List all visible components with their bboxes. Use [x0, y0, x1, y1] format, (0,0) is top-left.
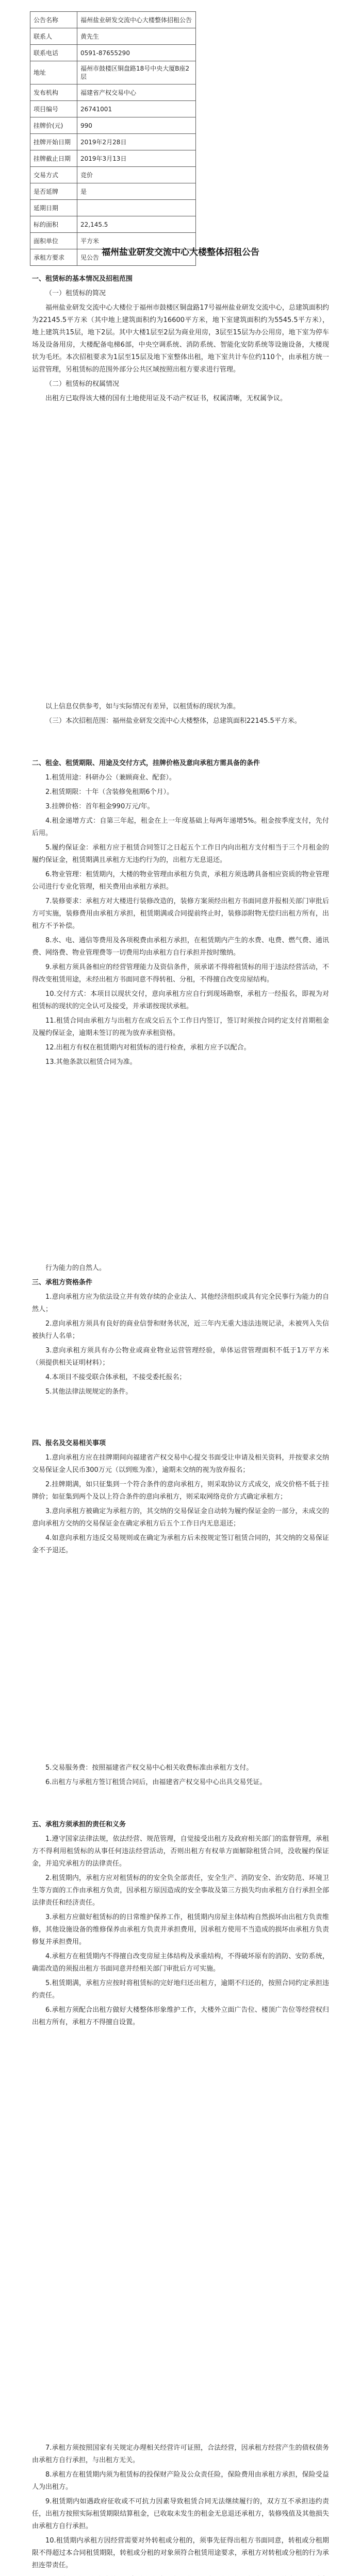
info-label: 交易方式 — [30, 167, 77, 183]
paragraph: （一）租赁标的简况 — [45, 290, 106, 297]
paragraph: （三）本次招租范围：福州盐业研发交流中心大楼整体，总建筑面积22145.5平方米。 — [45, 717, 301, 725]
info-value: 2019年3月13日 — [77, 150, 196, 167]
text-block — [32, 1262, 329, 1400]
paragraph: 6.承租方须配合出租方做好大楼整体形象维护工作，大楼外立面广告位、楼顶广告位等经营权归出租方所有，承租方不得擅自设置。 — [32, 2006, 329, 2026]
info-value: 26741001 — [77, 101, 196, 117]
paragraph: 4.承租方在租赁期内不得擅自改变房屋主体结构及承重结构，不得破坏原有的消防、安防系统，确需改造的须报出租方书面同意并经相关部门审批后方可实施。 — [32, 1953, 329, 1973]
paragraph: 7.承租方须按照国家有关规定办理相关经营许可证照，合法经营，因承租方经营产生的债权债务由承租方自行承担，与出租方无关。 — [32, 2444, 329, 2464]
paragraph: 6.出租方与承租方签订租赁合同后，由福建省产权交易中心出具交易凭证。 — [45, 1778, 267, 1786]
paragraph: 11.租赁合同由承租方与出租方在成交后五个工作日内签订，签订时须按合同约定支付首期租金及履约保证金，逾期未签订的视为放弃承租资格。 — [32, 1017, 329, 1037]
paragraph: 1.遵守国家法律法规，依法经营、规范管理，自觉接受出租方及政府相关部门的监督管理，承租方不得利用租赁标的从事任何违法经营活动，否则出租方有权单方面解除租赁合同，没收履约保证金，并追究承租方的法律责任。 — [32, 1835, 329, 1868]
info-value: 福州盐业研发交流中心大楼整体招租公告 — [77, 12, 196, 28]
paragraph: 3.挂牌价格：首年租金990万元/年。 — [45, 803, 154, 810]
paragraph: 4.租金递增方式：自第三年起，租金在上一年度基础上每两年递增5%。租金按季度支付，先付后用。 — [32, 817, 329, 837]
info-label: 延期日期 — [30, 200, 77, 216]
section-heading: 一、租赁标的基本情况及招租范围 — [32, 275, 133, 283]
info-row — [30, 61, 196, 84]
paragraph: 7.装修要求：承租方对大楼进行装修改造的，装修方案须经出租方书面同意并报相关部门审批后方可实施，装修费用由承租方承担，租赁期满或合同提前终止时，装修添附物无偿归出租方所有，出租方不予补偿。 — [32, 897, 329, 930]
project-info-table — [30, 11, 196, 266]
text-block — [32, 1762, 329, 1791]
paragraph: 8.承租方在租赁期内须为租赁标的投保财产险及公众责任险，保险费用由承租方承担，保险受益人为出租方。 — [32, 2471, 329, 2491]
info-label: 面积单位 — [30, 233, 77, 249]
info-label: 是否延牌 — [30, 183, 77, 200]
info-label: 联系人 — [30, 28, 77, 45]
paragraph: 5.租赁期满，承租方应按时将租赁标的完好地归还出租方，逾期不归还的，按照合同约定承担违约责任。 — [32, 1979, 329, 1999]
paragraph: 2.租赁期限：十年（含装修免租期6个月）。 — [45, 788, 174, 796]
info-value: 990 — [77, 117, 196, 134]
info-row — [30, 134, 196, 150]
paragraph: 福州盐业研发交流中心大楼位于福州市鼓楼区铜盘路17号福州盐业研发交流中心，总建筑面积约为22145.5平方米（其中地上建筑面积约为16600平方米，地下室建筑面积约为5545.5平方米），地上建筑共15层，地下2层。其中大楼1层至2层为商业用房，3层至15层为办公用房，地下室为停车场及设备用房，大楼配备电梯6部，中央空调系统、消防系统、智能化安防系统等设施设备，大楼现状为毛坯。本次招租要求为1层至15层及地下室整体出租，地下室共计车位约110个，由承租方统一运营管理，另租赁标的范围外部分公共区域按照出租方要求进行管理。 — [32, 304, 329, 374]
paragraph — [32, 2574, 329, 2576]
info-value: 见公告 — [77, 249, 196, 266]
paragraph: 3.意向承租方须具有办公物业或商业物业运营管理经验，单体运营管理面积不低于1万平方米（须提供相关证明材料）； — [32, 1347, 329, 1367]
paragraph: 9.承租方须具备相应的经营管理能力及资信条件，须承诺不得将租赁标的用于违法经营活动，不得改变租赁用途，未经出租方书面同意不得转租、分租，不得擅自改变房屋结构。 — [32, 963, 329, 984]
info-value: 黄先生 — [77, 28, 196, 45]
paragraph: 12.出租方有权在租赁期内对租赁标的进行检查，承租方应予以配合。 — [45, 1044, 251, 1052]
paragraph: 5.其他法律法规规定的条件。 — [45, 1388, 133, 1396]
info-value: 竞价 — [77, 167, 196, 183]
text-block — [32, 273, 329, 407]
announcement-title: 福州盐业研发交流中心大楼整体招租公告 — [102, 247, 259, 258]
paragraph: 13.其他条款以租赁合同为准。 — [45, 1058, 137, 1066]
paragraph: 10.租赁期内承租方因经营需要对外转租或分租的，须事先征得出租方书面同意，转租或分租期限不得超过本合同租赁期限，转租或分租的对象须符合租赁用途要求，承租方对转租或分租的行为承担连带责任。 — [32, 2537, 329, 2569]
paragraph: 2.租赁期内，承租方应对租赁标的的安全负全部责任，安全生产、消防安全、治安防范、环境卫生等方面的工作由承租方负责，因承租方原因造成的安全事故及第三方损失均由承租方自行承担全部法律责任和经济责任。 — [32, 1874, 329, 1907]
paragraph: 以上信息仅供参考，如与实际情况有差异，以租赁标的现状为准。 — [45, 703, 240, 710]
paragraph: （二）租赁标的权属情况 — [45, 380, 120, 388]
info-label: 地址 — [30, 61, 77, 84]
info-label: 挂牌截止日期 — [30, 150, 77, 167]
paragraph: 3.承租方应做好租赁标的的日常维护保养工作，租赁期内房屋主体结构自然损坏由出租方负责维修，其他设施设备的维修保养由承租方负责并承担费用，因承租方使用不当造成的损坏由承租方负责修复并承担费用。 — [32, 1913, 329, 1946]
text-block — [32, 1819, 329, 2031]
info-row — [30, 12, 196, 28]
paragraph: 8.水、电、通信等费用及各项税费由承租方承担，在租赁期内产生的水费、电费、燃气费、通讯费、网络费、物业管理费等一切费用均由承租方自行承担并按时缴纳。 — [32, 937, 329, 957]
paragraph: 6.物业管理：租赁期内，大楼的物业管理由承租方负责，承租方须选聘具备相应资质的物业管理公司进行专业化管理，相关费用由承租方承担。 — [32, 871, 329, 891]
section-heading: 二、租金、租赁期限、用途及交付方式，挂牌价格及意向承租方需具备的条件 — [32, 759, 260, 767]
info-value: 22,145.5 — [77, 216, 196, 233]
info-row — [30, 101, 196, 117]
info-label: 挂牌开始日期 — [30, 134, 77, 150]
info-row — [30, 167, 196, 183]
paragraph: 4.本项目不接受联合体承租，不接受委托报名； — [45, 1374, 186, 1381]
section-heading: 三、承租方资格条件 — [32, 1279, 93, 1286]
info-value: 福建省产权交易中心 — [77, 84, 196, 101]
info-value: 平方米 — [77, 233, 196, 249]
info-label: 标的面积 — [30, 216, 77, 233]
section-heading: 四、报名及交易相关事项 — [32, 1439, 106, 1447]
info-label: 联系电话 — [30, 45, 77, 61]
paragraph: 4.如意向承租方违反交易规则或在确定为承租方后未按规定签订租赁合同的，其交纳的交易保证金不予退还。 — [32, 1534, 329, 1554]
text-block — [32, 1437, 329, 1559]
info-row — [30, 216, 196, 233]
info-label: 挂牌价(元) — [30, 117, 77, 134]
paragraph: 行为能力的自然人。 — [45, 1264, 106, 1272]
paragraph: 1.意向承租方应在挂牌期间向福建省产权交易中心提交书面受让申请及相关资料，并按要求交纳交易保证金人民币300万元（以到账为准），逾期未交纳的视为放弃报名； — [32, 1454, 329, 1474]
text-block — [32, 701, 329, 730]
paragraph: 2.挂牌期满，如只征集到一个符合条件的意向承租方，则采取协议方式成交，成交价格不低于挂牌价；如征集到两个及以上符合条件的意向承租方，则采取网络竞价方式确定承租方； — [32, 1481, 329, 1501]
info-row — [30, 150, 196, 167]
info-label: 项目编号 — [30, 101, 77, 117]
info-row — [30, 84, 196, 101]
paragraph: 1.租赁用途：科研办公（兼顾商业、配套）。 — [45, 774, 176, 782]
text-block — [32, 2442, 329, 2576]
info-row — [30, 117, 196, 134]
info-row — [30, 28, 196, 45]
info-label: 公告名称 — [30, 12, 77, 28]
info-value: 2019年2月28日 — [77, 134, 196, 150]
paragraph: 9.租赁期内如遇政府征收或不可抗力因素导致租赁合同无法继续履行的，双方互不承担违约责任，出租方按照实际租赁期限结算租金，已收取未发生的租金无息退还承租方，装修残值及其他损失由承租方自行承担。 — [32, 2498, 329, 2530]
text-block — [32, 757, 329, 1071]
info-value: 是 — [77, 183, 196, 200]
paragraph: 2.意向承租方须具有良好的商业信誉和财务状况，近三年内无重大违法违规记录，未被列入失信被执行人名单； — [32, 1320, 329, 1340]
info-row — [30, 200, 196, 216]
info-row — [30, 45, 196, 61]
paragraph: 出租方已取得该大楼的国有土地使用证及不动产权证书，权属清晰，无权属争议。 — [45, 395, 287, 402]
section-heading: 五、承租方须承担的责任和义务 — [32, 1821, 126, 1828]
info-value: 0591-87655290 — [77, 45, 196, 61]
info-row — [30, 183, 196, 200]
paragraph: 1.意向承租方应为依法设立并有效存续的企业法人、其他经济组织或具有完全民事行为能力的自然人； — [32, 1293, 329, 1313]
info-value — [77, 200, 196, 216]
paragraph: 5.交易服务费：按照福建省产权交易中心相关收费标准由承租方支付。 — [45, 1764, 253, 1772]
info-label: 承租方要求 — [30, 249, 77, 266]
info-label: 发布机构 — [30, 84, 77, 101]
paragraph: 5.履约保证金：承租方应于租赁合同签订之日起五个工作日内向出租方支付相当于三个月租金的履约保证金，租赁期满且承租方无违约行为的，出租方无息退还。 — [32, 844, 329, 864]
info-value: 福州市鼓楼区铜盘路18号中央大厦B座2层 — [77, 61, 196, 84]
paragraph: 10.交付方式：本项目以现状交付，意向承租方应自行到现场勘察，承租方一经报名，即视为对租赁标的现状的完全认可及接受，并承诺按现状承租。 — [32, 990, 329, 1010]
paragraph: 3.意向承租方被确定为承租方的，其交纳的交易保证金自动转为履约保证金的一部分，未成交的意向承租方交纳的交易保证金在确定承租方后五个工作日内无息退还； — [32, 1507, 329, 1528]
